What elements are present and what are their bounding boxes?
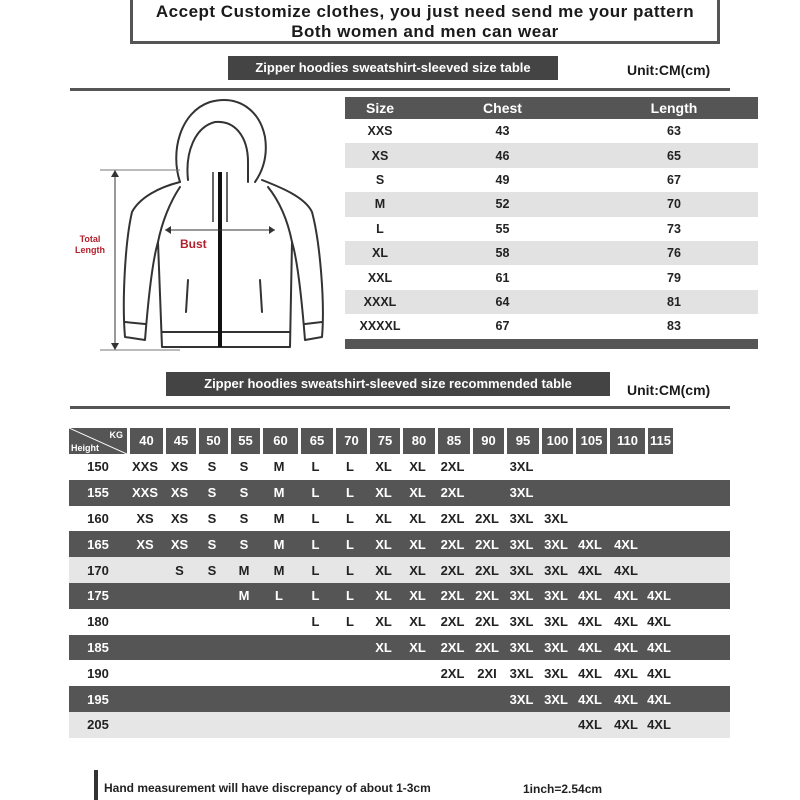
footer-conversion: 1inch=2.54cm [523, 782, 603, 796]
size-table-row [345, 290, 758, 314]
size-table-unit: Unit:CM(cm) [627, 62, 711, 78]
header-length: Length [650, 100, 698, 116]
length-cell: 73 [667, 221, 681, 236]
chest-cell: 61 [495, 270, 510, 285]
size-recommendation-cell: L [346, 562, 354, 578]
size-table-row [345, 143, 758, 167]
weight-header-cell: 40 [130, 428, 163, 454]
size-recommendation-cell: 3XL [544, 536, 568, 552]
size-recommendation-cell: XL [375, 562, 392, 578]
size-recommendation-cell: 4XL [614, 562, 638, 578]
size-cell: XXXXL [359, 319, 401, 334]
chest-cell: 55 [495, 221, 510, 236]
size-recommendation-cell: XL [375, 485, 392, 501]
bust-label: Bust [180, 237, 207, 251]
header-size: Size [365, 100, 394, 116]
size-recommendation-cell: S [239, 485, 249, 501]
size-recommendation-cell: 4XL [647, 717, 671, 733]
size-recommendation-cell: 4XL [614, 614, 638, 630]
rec-table-row [69, 712, 730, 738]
size-cell: XXL [367, 270, 393, 285]
size-recommendation-cell: 4XL [614, 588, 638, 604]
size-recommendation-cell: 4XL [647, 614, 671, 630]
rec-table-row [69, 635, 730, 661]
size-recommendation-cell: L [311, 536, 320, 552]
height-cell: 150 [87, 459, 109, 475]
size-recommendation-cell: 2XL [475, 614, 499, 630]
size-recommendation-cell: 3XL [509, 536, 534, 552]
total-length-label [72, 234, 108, 256]
rec-table-row [69, 454, 730, 480]
banner-line-2: Both women and men can wear [291, 22, 559, 41]
size-recommendation-cell: 2XL [440, 562, 465, 578]
size-recommendation-cell: XXS [131, 485, 158, 501]
size-recommendation-cell: 2XL [440, 459, 465, 475]
size-cell: XL [372, 246, 388, 261]
size-recommendation-cell: 2XL [475, 510, 499, 526]
size-recommendation-cell: L [275, 588, 283, 604]
size-recommendation-cell: XL [375, 459, 392, 475]
size-recommendation-cell: L [346, 614, 354, 630]
size-recommendation-cell: L [311, 510, 320, 526]
size-recommendation-cell: L [346, 459, 354, 475]
length-cell: 79 [667, 270, 681, 285]
size-table-row [345, 217, 758, 241]
size-cell: XS [371, 148, 389, 163]
weight-header-cell: 115 [648, 428, 673, 454]
chest-cell: 67 [495, 319, 510, 334]
size-recommendation-cell: L [311, 485, 320, 501]
size-table-row [345, 241, 758, 265]
size-recommendation-cell: 3XL [544, 639, 568, 655]
size-recommendation-cell: M [273, 536, 285, 552]
total-length-label-line2: Length [75, 245, 105, 255]
size-table-row [345, 119, 758, 143]
size-recommendation-cell: XS [136, 536, 154, 552]
footer-note: Hand measurement will have discrepancy of about 1-3cm [104, 781, 431, 795]
size-recommendation-cell: S [207, 536, 217, 552]
size-recommendation-cell: XL [375, 639, 392, 655]
size-recommendation-cell: 3XL [509, 485, 534, 501]
size-recommendation-cell: M [238, 562, 250, 578]
size-recommendation-cell: 4XL [614, 536, 638, 552]
size-recommendation-cell: XL [409, 588, 426, 604]
size-table-header [345, 97, 758, 119]
size-table-row [345, 192, 758, 216]
weight-header-cell: 45 [166, 428, 196, 454]
size-recommendation-cell: XL [375, 510, 392, 526]
size-recommendation-cell: S [207, 562, 217, 578]
corner-height: Height [71, 443, 99, 453]
size-recommendation-cell: 4XL [614, 665, 638, 681]
size-recommendation-cell: 3XL [509, 691, 534, 707]
length-cell: 83 [667, 319, 681, 334]
size-recommendation-cell: XL [409, 459, 426, 475]
size-table-title: Zipper hoodies sweatshirt-sleeved size table [228, 56, 558, 80]
rec-table-row [69, 660, 730, 686]
size-recommendation-cell: S [207, 485, 217, 501]
size-recommendation-cell: 4XL [578, 562, 602, 578]
chest-cell: 46 [495, 148, 510, 163]
size-recommendation-cell: XL [409, 510, 426, 526]
height-cell: 190 [87, 665, 109, 681]
size-table-row [345, 168, 758, 192]
banner-line-1: Accept Customize clothes, you just need send me your pattern [155, 2, 695, 21]
size-recommendation-cell: 2XL [475, 639, 499, 655]
weight-header-cell: 75 [370, 428, 400, 454]
total-length-label-line1: Total [79, 234, 101, 244]
size-recommendation-cell: 2XL [475, 536, 499, 552]
size-recommendation-cell: 2XL [440, 665, 465, 681]
length-cell: 63 [667, 124, 681, 139]
height-cell: 180 [87, 614, 109, 630]
size-recommendation-cell: 4XL [578, 536, 602, 552]
size-recommendation-cell: XS [170, 485, 189, 501]
size-recommendation-cell: XXS [131, 459, 158, 475]
footer-accent-bar [94, 770, 98, 800]
size-recommendation-cell: L [346, 485, 354, 501]
size-recommendation-cell: 2XL [440, 536, 465, 552]
size-recommendation-cell: L [311, 588, 320, 604]
size-recommendation-cell: 2XL [440, 485, 465, 501]
size-recommendation-cell: S [239, 459, 249, 475]
weight-header-cell: 55 [231, 428, 260, 454]
rec-table-corner [69, 428, 127, 454]
size-recommendation-cell: 4XL [614, 691, 638, 707]
size-recommendation-cell: XL [409, 536, 426, 552]
size-table-footer-bar [345, 339, 758, 349]
size-recommendation-cell: 3XL [509, 614, 534, 630]
size-recommendation-cell: XL [409, 485, 426, 501]
size-recommendation-cell: M [238, 588, 250, 604]
rec-table-header [69, 428, 730, 454]
size-cell: M [374, 197, 386, 212]
height-cell: 155 [87, 485, 109, 501]
weight-header-cell: 60 [263, 428, 298, 454]
size-recommendation-cell: XS [170, 536, 189, 552]
size-recommendation-cell: 3XL [509, 510, 534, 526]
height-cell: 165 [87, 536, 109, 552]
weight-header-cell: 105 [576, 428, 607, 454]
chest-cell: 49 [495, 172, 510, 187]
divider [70, 88, 730, 91]
length-cell: 67 [667, 172, 681, 187]
height-cell: 205 [87, 717, 109, 733]
rec-table-row [69, 557, 730, 583]
weight-header-cell: 110 [610, 428, 645, 454]
size-recommendation-cell: L [311, 459, 320, 475]
size-recommendation-cell: 3XL [544, 562, 568, 578]
rec-table-row [69, 506, 730, 532]
size-recommendation-cell: M [273, 459, 285, 475]
size-recommendation-cell: 3XL [544, 510, 568, 526]
size-recommendation-cell: S [207, 510, 217, 526]
size-recommendation-cell: XL [409, 614, 426, 630]
chest-cell: 64 [495, 294, 510, 309]
height-cell: 160 [87, 510, 109, 526]
height-cell: 175 [87, 588, 109, 604]
header-banner [130, 0, 720, 44]
size-recommendation-cell: 3XL [544, 665, 568, 681]
weight-header-cell: 70 [336, 428, 367, 454]
rec-table-row [69, 686, 730, 712]
size-recommendation-cell: XL [375, 536, 392, 552]
size-recommendation-cell: XL [409, 562, 426, 578]
size-recommendation-cell: 3XL [544, 588, 568, 604]
rec-table-row [69, 480, 730, 506]
size-recommendation-cell: 4XL [578, 614, 602, 630]
size-recommendation-cell: 3XL [509, 562, 534, 578]
size-recommendation-cell: XL [375, 588, 392, 604]
size-recommendation-cell: 3XL [544, 691, 568, 707]
divider [70, 406, 730, 409]
length-cell: 70 [667, 197, 681, 212]
size-cell: S [375, 172, 385, 187]
corner-kg: KG [109, 430, 123, 440]
size-recommendation-cell: 2XL [440, 588, 465, 604]
weight-header-cell: 95 [507, 428, 539, 454]
size-table-row [345, 265, 758, 289]
size-recommendation-cell: 4XL [578, 588, 602, 604]
size-recommendation-cell: 2XL [440, 639, 465, 655]
weight-header-cell: 50 [199, 428, 228, 454]
size-recommendation-cell: L [346, 536, 354, 552]
size-recommendation-cell: L [311, 614, 320, 630]
size-recommendation-cell: XS [170, 459, 189, 475]
rec-table-row [69, 583, 730, 609]
size-recommendation-cell: 4XL [578, 717, 602, 733]
size-recommendation-cell: 4XL [614, 717, 638, 733]
chest-cell: 52 [495, 197, 510, 212]
size-recommendation-cell: 2XL [440, 614, 465, 630]
header-chest: Chest [483, 100, 522, 116]
length-cell: 65 [667, 148, 681, 163]
size-recommendation-cell: 3XL [509, 459, 534, 475]
height-cell: 195 [87, 691, 109, 707]
size-recommendation-cell: 4XL [614, 639, 638, 655]
length-cell: 81 [667, 294, 681, 309]
weight-header-cell: 65 [301, 428, 333, 454]
size-recommendation-cell: 4XL [578, 639, 602, 655]
size-recommendation-cell: XL [409, 639, 426, 655]
size-cell: XXXL [363, 294, 397, 309]
size-recommendation-cell: 4XL [647, 639, 671, 655]
size-recommendation-cell: 3XL [509, 665, 534, 681]
size-recommendation-cell: 4XL [578, 665, 602, 681]
size-recommendation-cell: S [239, 510, 249, 526]
size-recommendation-cell: 3XL [509, 639, 534, 655]
size-recommendation-cell: L [346, 588, 354, 604]
rec-table-row [69, 531, 730, 557]
weight-header-cell: 85 [438, 428, 470, 454]
size-recommendation-cell: 2XL [475, 562, 499, 578]
height-cell: 185 [87, 639, 109, 655]
size-recommendation-cell: 2XI [477, 665, 497, 681]
size-recommendation-cell: 2XL [475, 588, 499, 604]
weight-header-cell: 100 [542, 428, 573, 454]
size-recommendation-cell: 4XL [578, 691, 602, 707]
size-recommendation-cell: L [311, 562, 320, 578]
size-recommendation-cell: S [239, 536, 249, 552]
length-cell: 76 [667, 246, 681, 261]
size-recommendation-cell: M [273, 510, 285, 526]
size-recommendation-cell: S [207, 459, 217, 475]
size-recommendation-cell: XL [375, 614, 392, 630]
size-cell: XXS [367, 124, 393, 139]
size-recommendation-cell: M [273, 485, 285, 501]
size-cell: L [376, 221, 384, 236]
size-recommendation-cell: L [346, 510, 354, 526]
size-recommendation-cell: XS [170, 510, 189, 526]
size-recommendation-cell: XS [136, 510, 154, 526]
size-recommendation-cell: 4XL [647, 691, 671, 707]
chest-cell: 58 [495, 246, 510, 261]
size-table [345, 97, 758, 349]
size-recommendation-cell: 4XL [647, 665, 671, 681]
size-recommendation-cell: 3XL [509, 588, 534, 604]
size-recommendation-cell: 2XL [440, 510, 465, 526]
size-recommendation-cell: S [175, 562, 184, 578]
size-recommendation-cell: 4XL [647, 588, 671, 604]
size-table-row [345, 314, 758, 338]
chest-cell: 43 [495, 124, 510, 139]
weight-header-cell: 90 [473, 428, 504, 454]
hoodie-diagram [70, 92, 340, 357]
height-cell: 170 [87, 562, 109, 578]
rec-table-unit: Unit:CM(cm) [627, 382, 711, 398]
rec-table-row [69, 609, 730, 635]
rec-size-table [69, 428, 730, 738]
weight-header-cell: 80 [403, 428, 435, 454]
size-recommendation-cell: 3XL [544, 614, 568, 630]
size-recommendation-cell: M [273, 562, 285, 578]
rec-table-title: Zipper hoodies sweatshirt-sleeved size recommended table [166, 372, 610, 396]
